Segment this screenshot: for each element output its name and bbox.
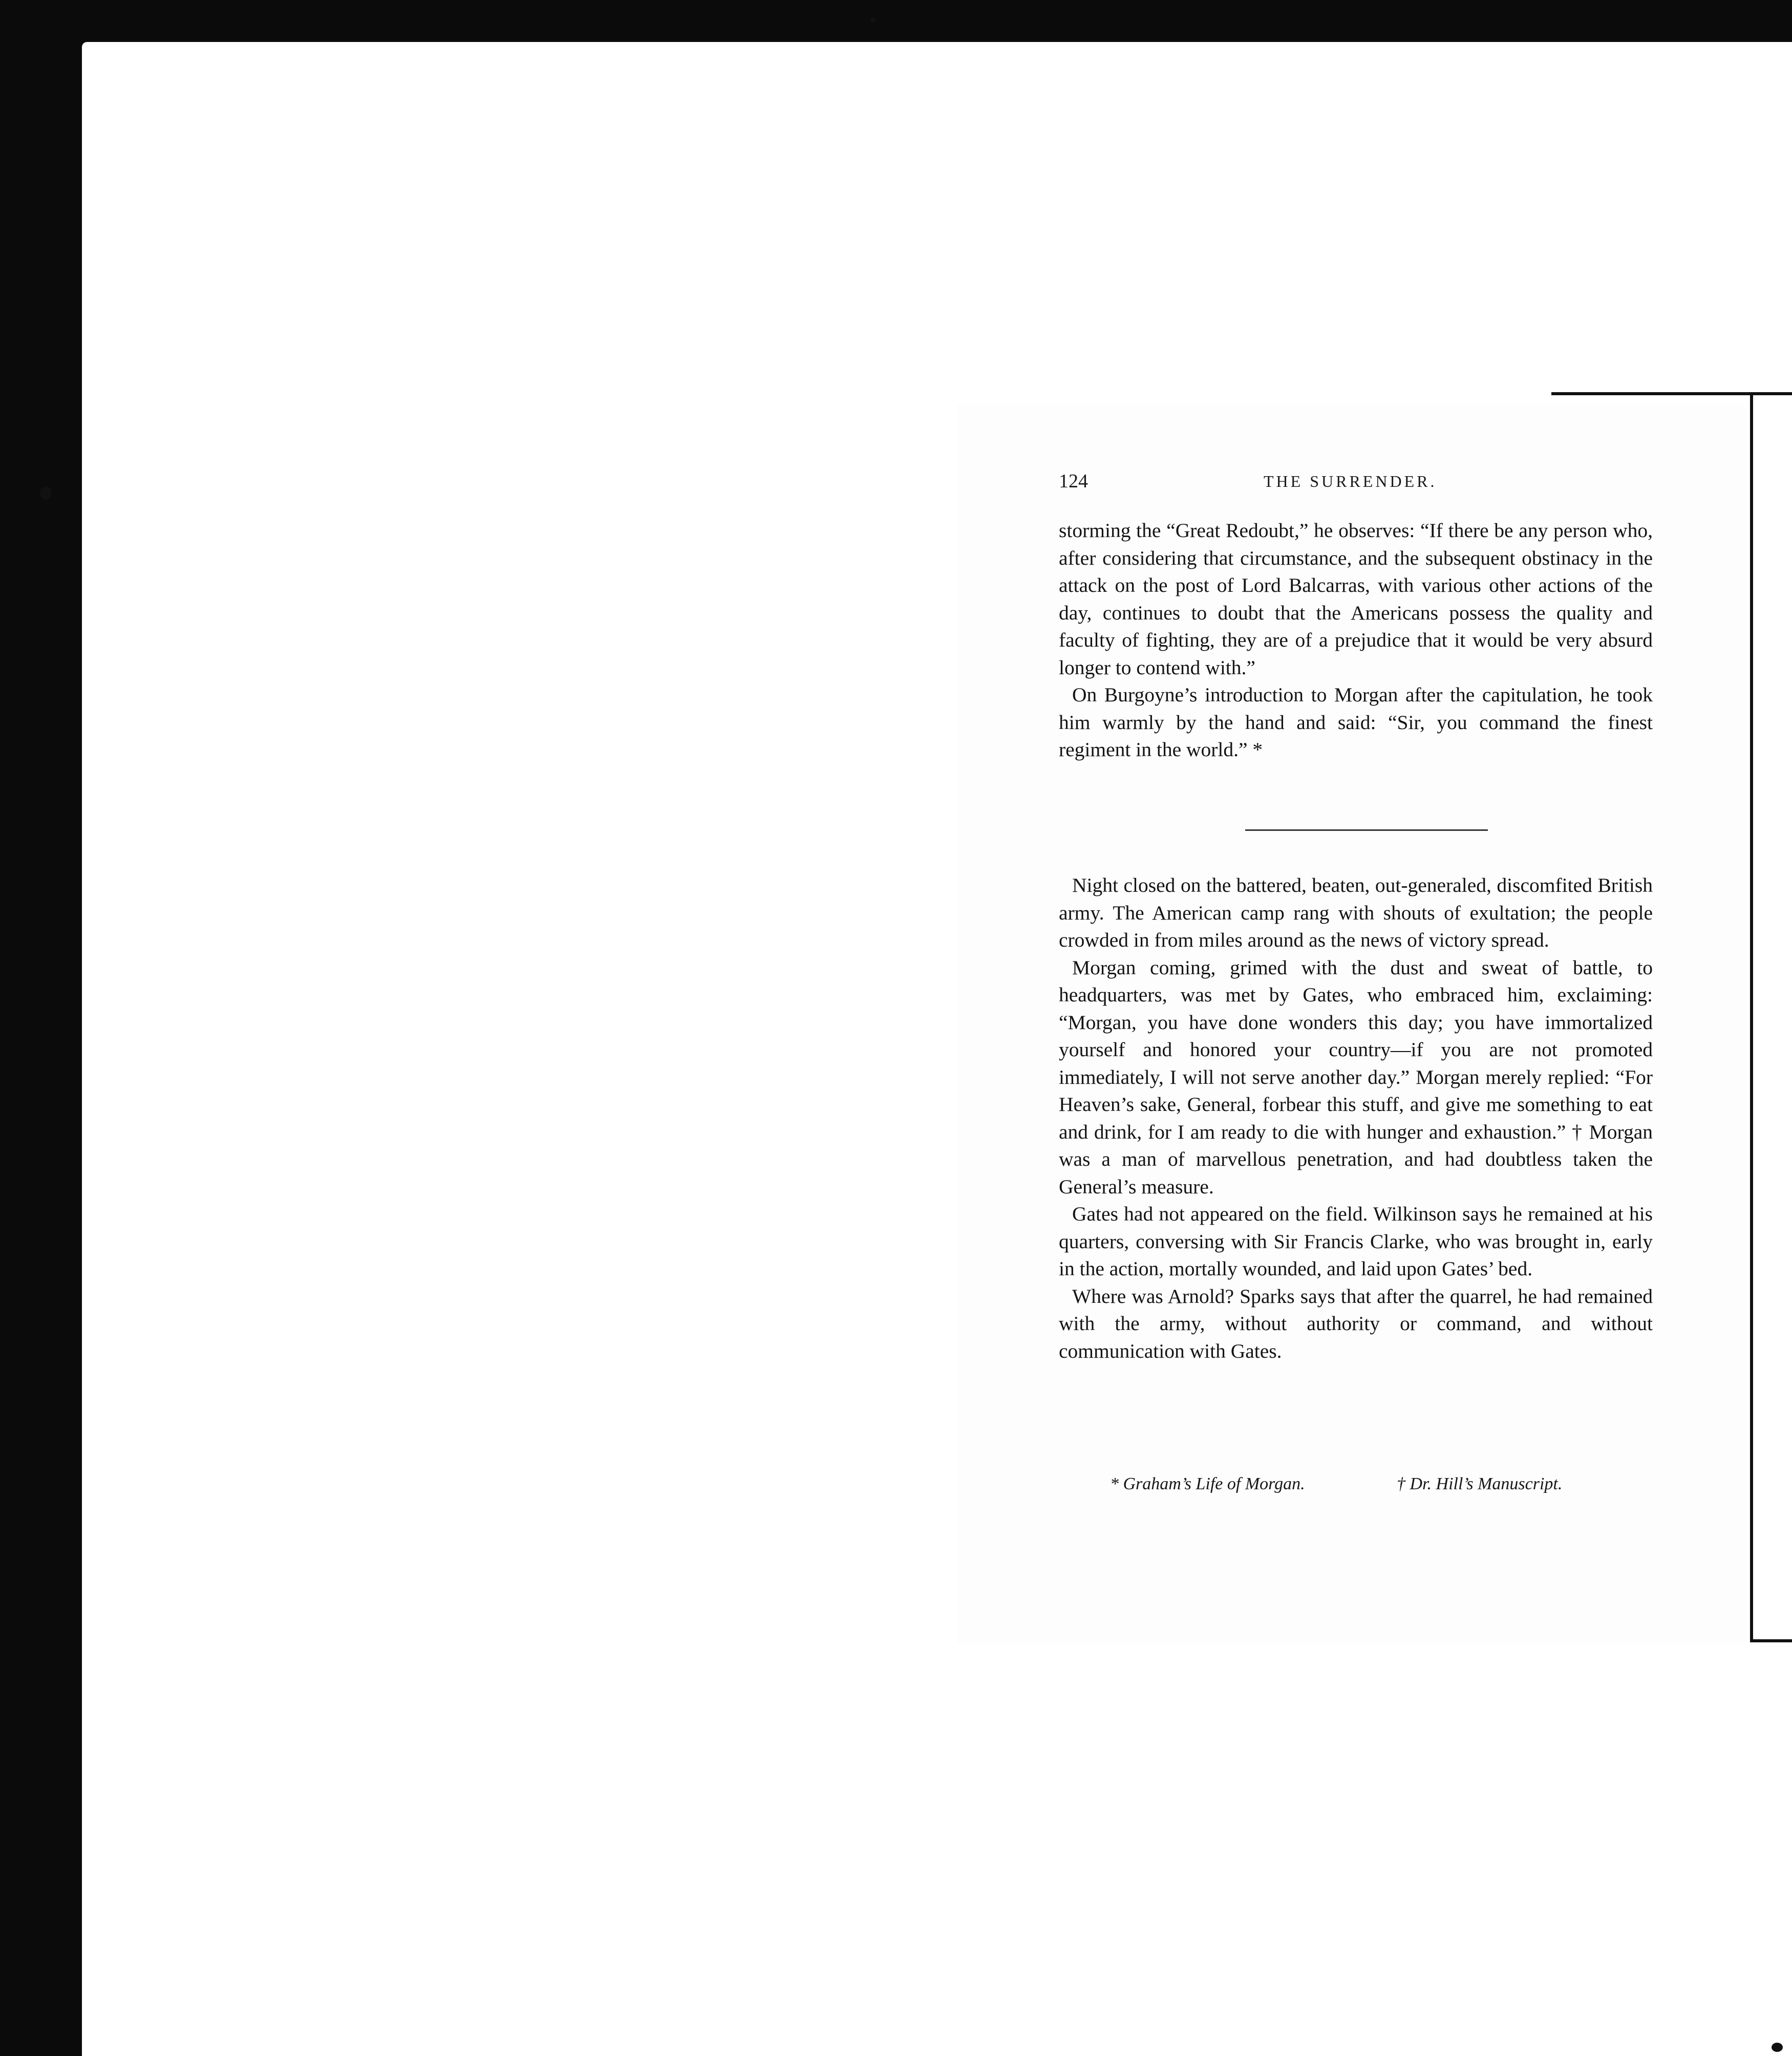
page-number: 124 (1059, 470, 1088, 492)
section-divider (1245, 829, 1488, 831)
paragraph: storming the “Great Redoubt,” he observes: “If there be any person who, after considering that circumstance, and the subsequent obstinacy in the attack on the post of Lord Balcarras, with various other actions of the day, continues to doubt that the Americans possess the quality and faculty of fighting, they are of a prejudice that it would be very absurd longer to contend with.” (1059, 519, 1653, 679)
page-edge-rule (1750, 1639, 1792, 1642)
footnotes (1110, 1474, 1653, 1500)
footnote: † Dr. Hill’s Manuscript. (1397, 1474, 1563, 1493)
page-title: THE SURRENDER. (1264, 472, 1437, 490)
paragraph: Morgan coming, grimed with the dust and sweat of battle, to headquarters, was met by Gates, who embraced him, exclaiming: “Morgan, you have done wonders this day; you have immortalized yourself and honored your country—if you are not promoted immediately, I will not serve another day.” Morgan merely replied: “For Heaven’s sake, General, forbear this stuff, and give me something to eat and drink, for I am ready to die with hunger and exhaustion.” † Morgan was a man of marvellous penetration, and had doubtless taken the General’s measure. (1059, 956, 1653, 1198)
paragraph: Night closed on the battered, beaten, out-generaled, discomfited British army. The American camp rang with shouts of exultation; the people crowded in from miles around as the news of victory spread. (1059, 874, 1653, 951)
scan-speck (870, 17, 876, 23)
paragraph: On Burgoyne’s introduction to Morgan after the capitulation, he took him warmly by the hand and said: “Sir, you command the finest regiment in the world.” * (1059, 683, 1653, 761)
page-edge-rule (1551, 392, 1792, 395)
scan-speck (1772, 2043, 1783, 2052)
scan-speck (40, 486, 51, 500)
paragraph: Gates had not appeared on the field. Wilkinson says he remained at his quarters, conversing with Sir Francis Clarke, who was brought in, early in the action, mortally wounded, and laid upon Gates’ bed. (1059, 1203, 1653, 1280)
text-block-bottom (1059, 872, 1653, 1365)
running-head (1059, 470, 1653, 501)
page-edge-rule (1750, 395, 1753, 1642)
footnote: * Graham’s Life of Morgan. (1110, 1474, 1305, 1493)
text-block-top (1059, 517, 1653, 764)
paragraph: Where was Arnold? Sparks says that after the quarrel, he had remained with the army, without authority or command, and without communication with Gates. (1059, 1284, 1653, 1362)
